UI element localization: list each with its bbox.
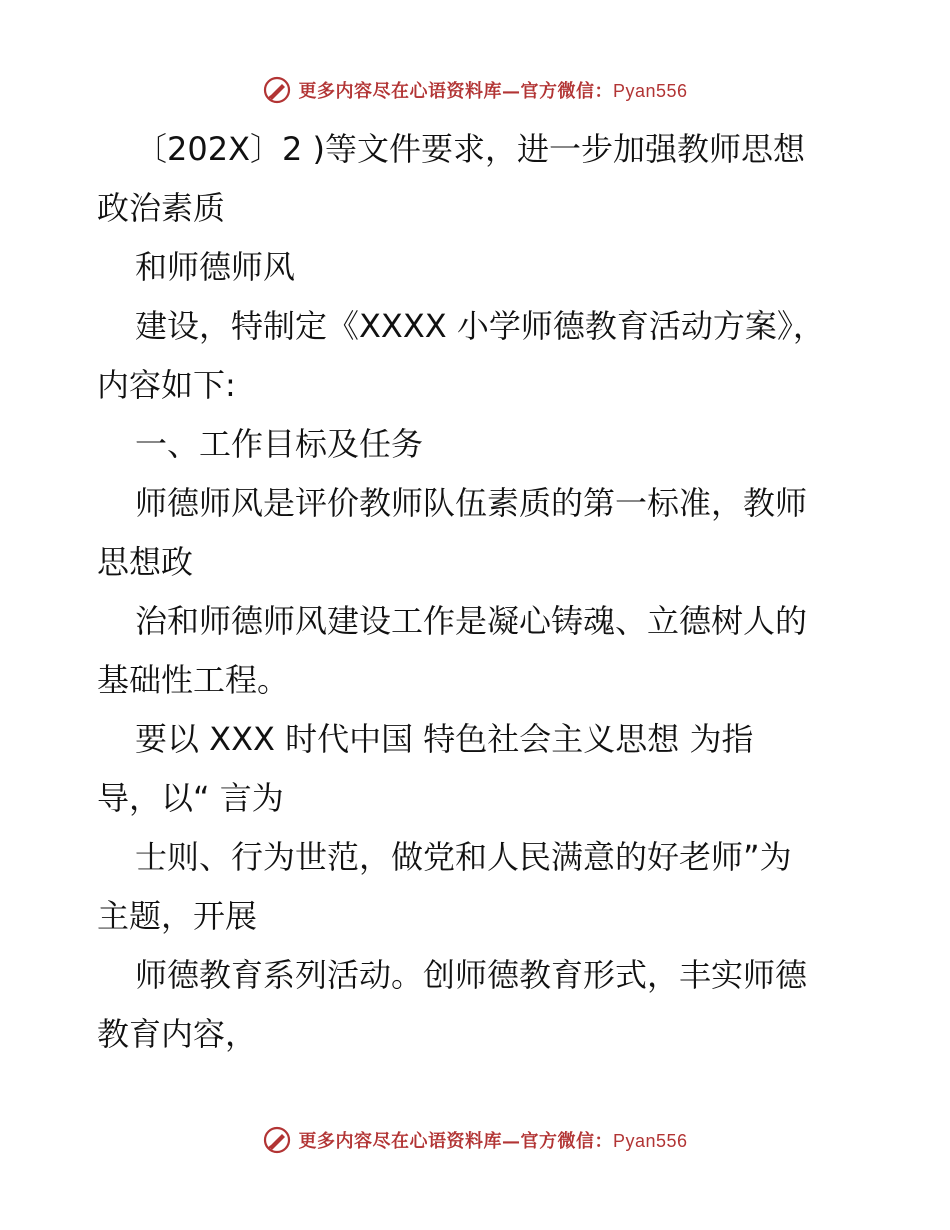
text-line: 要以 XXX 时代中国 特色社会主义思想 为指 [135, 720, 754, 758]
text-line: 建设，特制定《XXXX 小学师德教育活动方案》， [135, 307, 825, 345]
text-line: 教育内容， [97, 1015, 258, 1053]
text-line: 基础性工程。 [97, 661, 290, 699]
section-heading: 一、工作目标及任务 [135, 425, 424, 463]
text-line: 师德师风是评价教师队伍素质的第一标准，教师 [135, 484, 808, 522]
text-line: 师德教育系列活动。创师德教育形式，丰实师德 [135, 956, 808, 994]
text-line: 治和师德师风建设工作是凝心铸魂、立德树人的 [135, 602, 808, 640]
text-line: 政治素质 [97, 189, 226, 227]
text-line: 士则、行为世范，做党和人民满意的好老师”为 [135, 838, 792, 876]
text-line: 和师德师风 [135, 248, 296, 286]
pen-logo-icon [262, 1125, 292, 1155]
document-body [97, 120, 857, 1064]
pen-logo-icon [262, 75, 292, 105]
text-line: 内容如下: [97, 366, 236, 404]
header-banner [0, 72, 950, 108]
footer-banner-text: 更多内容尽在心语资料库—官方微信：Pyan556 [298, 1131, 688, 1152]
header-banner-text: 更多内容尽在心语资料库—官方微信：Pyan556 [298, 81, 688, 102]
text-line: 〔202X〕2 )等文件要求，进一步加强教师思想 [135, 130, 806, 168]
footer-banner [0, 1122, 950, 1158]
text-line: 思想政 [97, 543, 194, 581]
text-line: 导，以“ 言为 [97, 779, 284, 817]
text-line: 主题，开展 [97, 897, 258, 935]
